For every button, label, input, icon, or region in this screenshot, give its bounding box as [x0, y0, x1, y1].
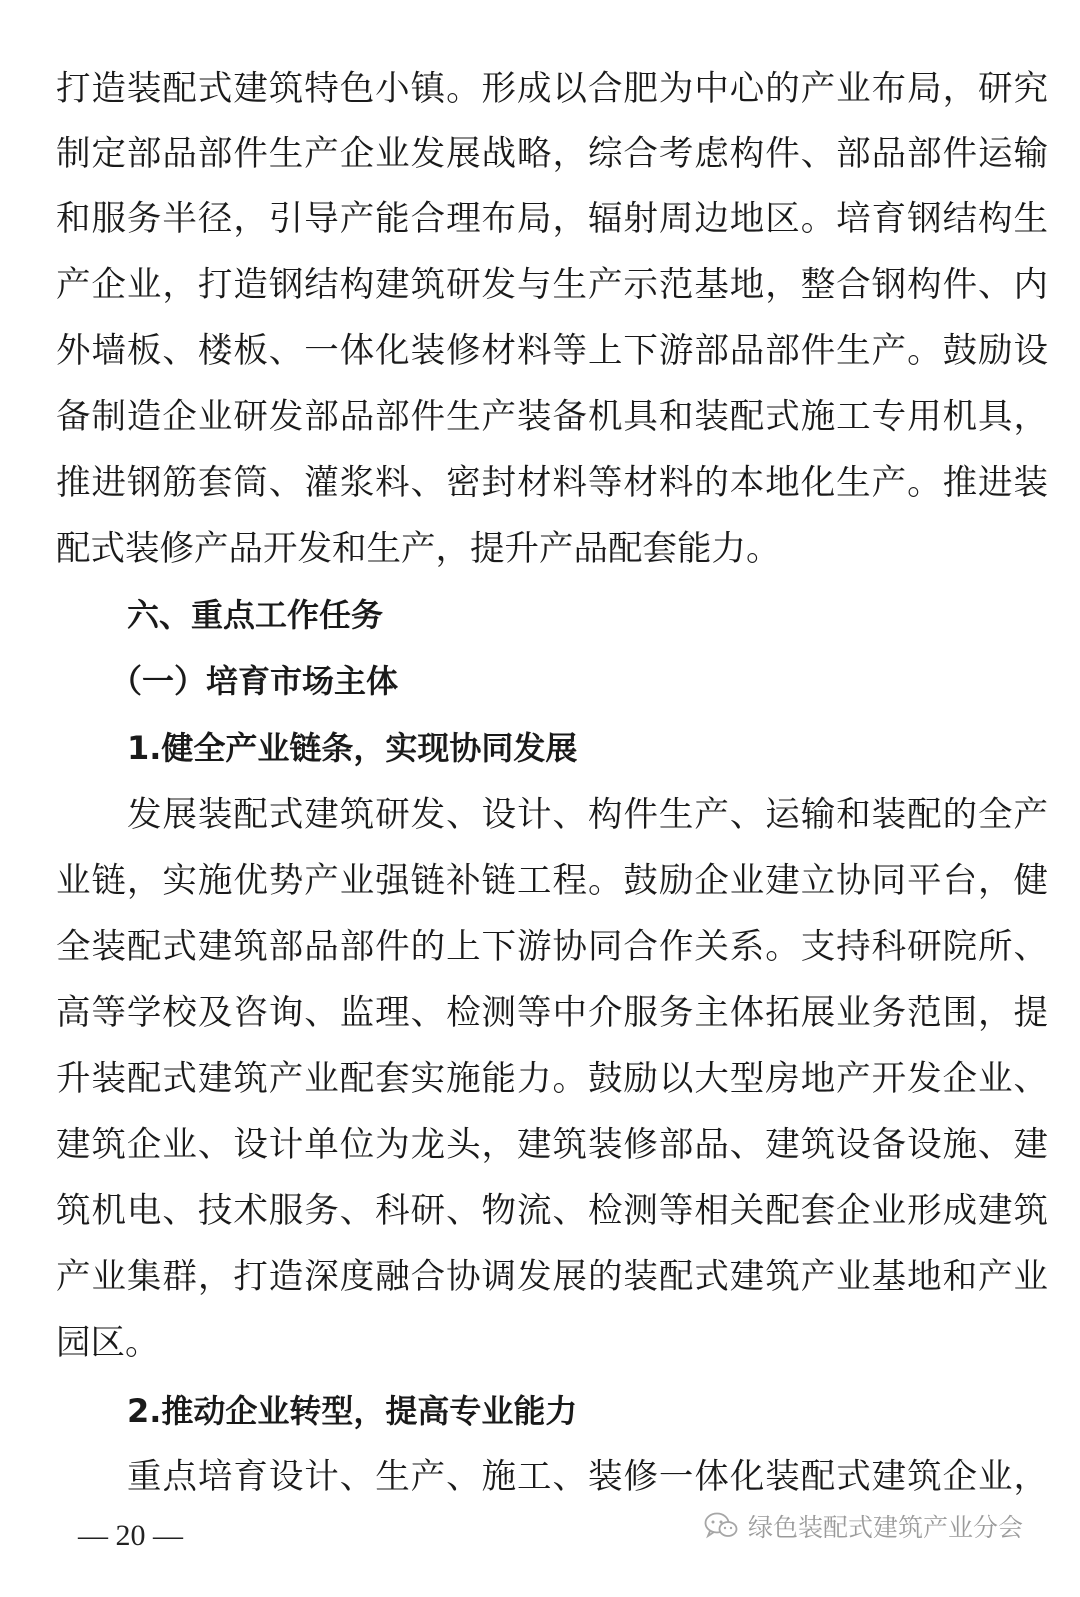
body-text-line: 高等学校及咨询、监理、检测等中介服务主体拓展业务范围，提 — [56, 993, 1048, 1033]
body-text-line: 园区。 — [56, 1323, 160, 1363]
page-number: — 20 — — [78, 1519, 183, 1552]
body-text-line: 升装配式建筑产业配套实施能力。鼓励以大型房地产开发企业、 — [56, 1059, 1048, 1099]
wechat-icon — [704, 1512, 738, 1540]
item-heading: 2.推动企业转型，提高专业能力 — [127, 1392, 578, 1430]
body-text-line: 全装配式建筑部品部件的上下游协同合作关系。支持科研院所、 — [56, 927, 1048, 967]
body-text-line: 筑机电、技术服务、科研、物流、检测等相关配套企业形成建筑 — [56, 1191, 1048, 1231]
body-text-line: 制定部品部件生产企业发展战略，综合考虑构件、部品部件运输 — [56, 134, 1048, 174]
body-text-line: 产企业，打造钢结构建筑研发与生产示范基地，整合钢构件、内 — [56, 265, 1048, 305]
body-text-line: 打造装配式建筑特色小镇。形成以合肥为中心的产业布局，研究 — [56, 69, 1048, 109]
watermark — [704, 1504, 1023, 1548]
body-text-line: 业链，实施优势产业强链补链工程。鼓励企业建立协同平台，健 — [56, 861, 1048, 901]
body-text-line: 推进钢筋套筒、灌浆料、密封材料等材料的本地化生产。推进装 — [56, 463, 1048, 503]
watermark-text: 绿色装配式建筑产业分会 — [748, 1513, 1024, 1542]
body-text-line: 外墙板、楼板、一体化装修材料等上下游部品部件生产。鼓励设 — [56, 331, 1048, 371]
body-text-line: 重点培育设计、生产、施工、装修一体化装配式建筑企业， — [127, 1457, 1048, 1497]
body-text-line: 和服务半径，引导产能合理布局，辐射周边地区。培育钢结构生 — [56, 199, 1048, 239]
section-heading: 六、重点工作任务 — [127, 596, 384, 634]
body-text-line: 配式装修产品开发和生产，提升产品配套能力。 — [56, 529, 781, 569]
body-text-line: 备制造企业研发部品部件生产装备机具和装配式施工专用机具， — [56, 397, 1048, 437]
body-text-line: 发展装配式建筑研发、设计、构件生产、运输和装配的全产 — [127, 795, 1048, 835]
body-text-line: 产业集群，打造深度融合协调发展的装配式建筑产业基地和产业 — [56, 1257, 1048, 1297]
body-text-line: 建筑企业、设计单位为龙头，建筑装修部品、建筑设备设施、建 — [56, 1125, 1048, 1165]
subsection-heading: （一）培育市场主体 — [110, 662, 399, 700]
item-heading: 1.健全产业链条，实现协同发展 — [127, 729, 578, 767]
